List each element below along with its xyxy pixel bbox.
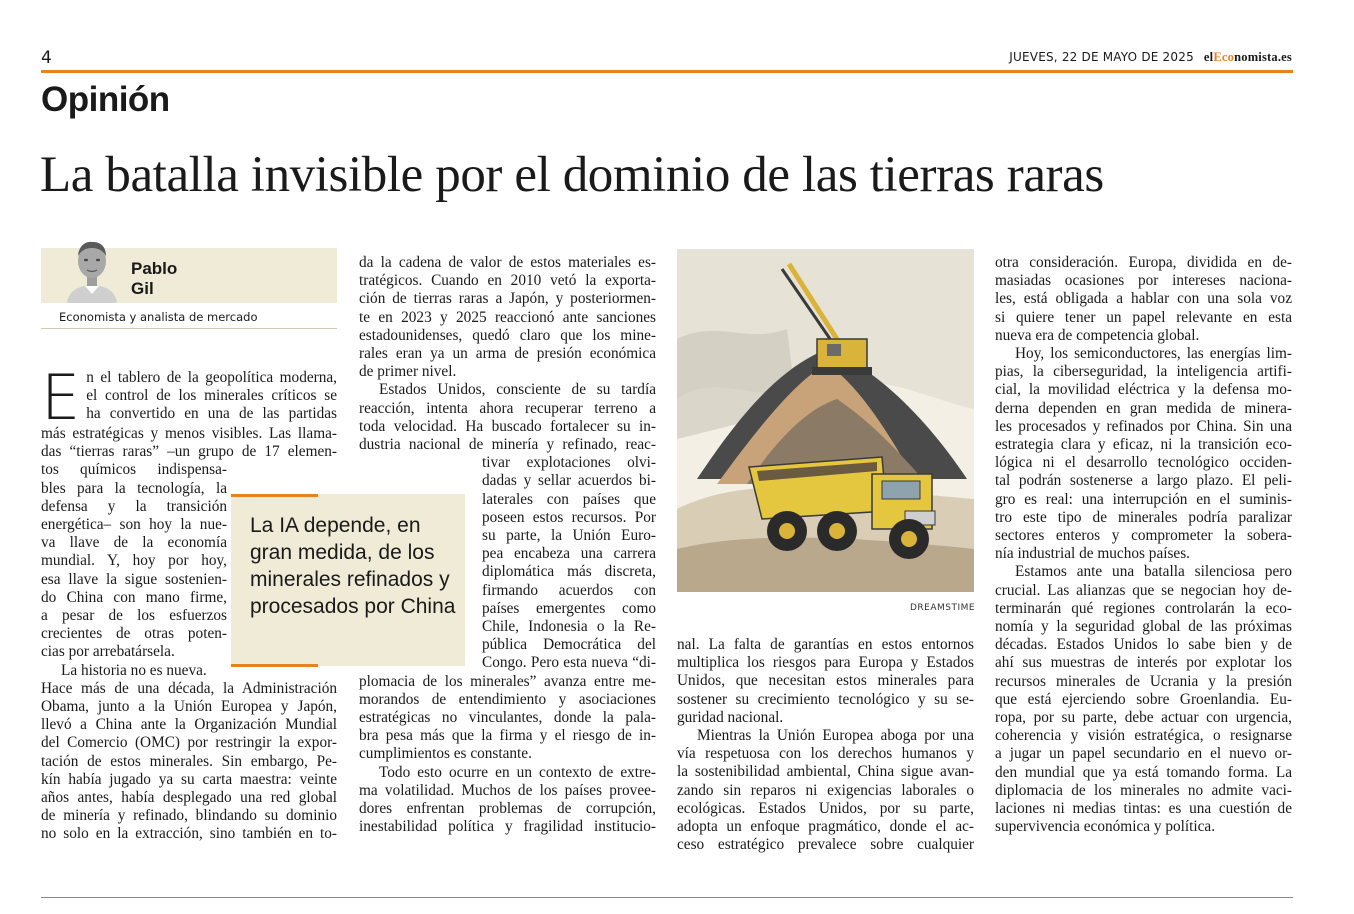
text-line: poseen estos recursos. Por [482,508,656,526]
text-line: zando sin reparos ni exigencias laborales o [677,781,974,799]
text-line: dustria nacional de minería y refinado, reac- [359,436,656,454]
text-line: sostener su crecimiento tecnológico y su se- [677,690,974,708]
pull-quote-rule-bottom [231,664,318,667]
text-line: plomacia de los minerales” avanza entre me- [359,672,656,690]
top-rule [41,70,1293,73]
text-line: ecológicas. Estados Unidos, por su parte, [677,799,974,817]
text-line: sectores enteros y comprometer la sobera- [995,527,1292,545]
text-line: coherencia y visión estratégica, o resignarse [995,727,1292,745]
text-line: más estratégicas y menos visibles. Las llama- [41,425,337,442]
text-line: rales eran ya un arma de presión económica [359,345,656,363]
text-line: das “tierras raras” –un grupo de 17 elemen- [41,443,337,461]
text-line: da la cadena de valor de estos materiales es- [359,254,656,271]
masthead-date [1009,50,1292,65]
text-line: ceso estratégico prevalece sobre cualquier [677,836,974,854]
text-line: recursos minerales de Ucrania y la presión [995,672,1292,690]
text-line: defensa y la transición [41,497,227,515]
text-line: ma volatilidad. Muchos de los países provee- [359,781,656,799]
text-line: firmando acuerdos con [482,581,656,599]
text-line: cias por arrebatársela. [41,643,175,661]
text-line: Todo esto ocurre en un contexto de extre- [379,763,656,781]
text-line: tivar explotaciones olvi- [482,454,656,472]
pull-quote-text: La IA depende, en gran medida, de los minerales refinados y procesados por China [250,514,456,618]
author-rule [41,328,337,329]
text-line: tación de estos minerales. Sin embargo, Pe- [41,752,337,770]
text-line: Hace más de una década, la Administración [41,679,337,697]
text-line: llevó a China ante la Organización Mundial [41,716,337,734]
text-line: estrategia clara y eficaz, ni la transición eco- [995,436,1292,454]
author-avatar [63,234,121,303]
text-line: si quiere tener un papel relevante en esta [995,308,1292,326]
text-line: tratégicos. Cuando en 2010 vetó la exporta- [359,272,656,290]
text-line: ción de tierras raras a Japón, y posteriormen- [359,290,656,308]
text-line: morandos de entendimiento y asociaciones [359,690,656,708]
text-line: Obama, junto a la Unión Europea y Japón, [41,698,337,716]
text-line: Chile, Indonesia o la Re- [482,618,656,636]
text-line: nomía y la seguridad global de las próximas [995,618,1292,636]
text-line: nueva era de competencia global. [995,326,1200,344]
text-line: países emergentes como [482,599,656,617]
text-line: de primer nivel. [359,363,457,381]
text-line: que está ejerciendo sobre Groenlandia. Eu- [995,690,1292,708]
text-line: cumplimientos es constante. [359,745,532,763]
headline: La batalla invisible por el dominio de las tierras raras [40,147,1104,203]
text-line: estadounidenses, quedó claro que los mine- [359,326,656,344]
text-line: reacción, intenta ahora recuperar terreno a [359,399,656,417]
text-line: ropa, por su parte, debe actuar con urgencia, [995,709,1292,727]
text-line: mundial. Y, hoy por hoy, [41,552,227,570]
image-credit: DREAMSTIME [910,603,976,613]
text-line: adopta un enfoque pragmático, donde el ac- [677,818,974,836]
text-line: ahí sus muestras de interés por explotar los [995,654,1292,672]
text-line: lógica ni el desarrollo tecnológico occiden- [995,454,1292,472]
text-line: ha convertido en una de las partidas [86,405,337,423]
text-line: a pesar de los esfuerzos [41,607,227,625]
text-line: décadas. Estados Unidos lo sabe bien y de [995,636,1292,654]
page-number: 4 [41,48,52,68]
text-line: Unidos, que necesitan estos minerales para [677,672,974,690]
author-role: Economista y analista de mercado [59,310,258,324]
text-line: n el tablero de la geopolítica moderna, [86,369,337,386]
text-line: La historia no es nueva. [61,661,207,679]
text-line: años antes, había desplegado una red global [41,789,337,807]
text-line: Estados Unidos, consciente de su tardía [379,381,656,399]
text-line: terminarán qué regiones controlarán la eco- [995,599,1292,617]
text-line: do China con mano firme, [41,588,227,606]
article-column-4 [995,254,1292,837]
bottom-rule [41,897,1293,898]
text-line: no solo en la extracción, sino también en to- [41,825,337,843]
article-column-3 [677,636,974,854]
text-line: laterales con países que [482,490,656,508]
text-line: vía respetuosa con los derechos humanos y [677,745,974,763]
text-line: les procesados y refinados por China. Sin una [995,417,1292,435]
text-line: del Comercio (OMC) por restringir la expor- [41,734,337,752]
text-line: tos químicos indispensa- [41,461,227,479]
text-line: va llave de la economía [41,534,227,552]
text-line: Mientras la Unión Europea aboga por una [697,727,974,745]
text-line: den mundial que ya está tomando forma. La [995,763,1292,781]
text-line: diplomática más discreta, [482,563,656,581]
text-line: cial, la movilidad eléctrica y la defensa mo- [995,381,1292,399]
text-line: bra pesa más que la firma y el riesgo de in- [359,727,656,745]
text-line: nal. La falta de garantías en estos entornos [677,636,974,653]
text-line: laciones ni medias tintas: es una cuestión de [995,800,1292,818]
text-line: te en 2023 y 2025 reaccionó ante sanciones [359,308,656,326]
drop-cap: E [41,361,81,434]
text-line: bles para la tecnología, la [41,479,227,497]
text-line: multiplica los riesgos para Europa y Estados [677,654,974,672]
date-text: JUEVES, 22 DE MAYO DE 2025 [1009,50,1194,64]
text-line: dadas y sellar acuerdos bi- [482,472,656,490]
text-line: de minería y refinado, blindando su dominio [41,807,337,825]
article-column-2 [359,254,656,837]
text-line: supervivencia económica y política. [995,818,1216,836]
text-line: diplomacia de los minerales no admite vaci- [995,781,1292,799]
text-line: derna dependen en gran medida de minera- [995,399,1292,417]
text-line: nía industrial de muchos países. [995,545,1190,563]
text-line: Congo. Pero esta nueva “di- [482,654,656,672]
text-line: tro este tipo de minerales podría paralizar [995,508,1292,526]
text-line: el control de los minerales críticos se [86,387,337,405]
text-line: esa llave la sigue sostenien- [41,570,227,588]
text-line: pública Democrática del [482,636,656,654]
text-line: dores enfrentan problemas de corrupción, [359,800,656,818]
text-line: crucial. Las alianzas que se negocian hoy de- [995,581,1292,599]
text-line: gro es real: una interrupción en el suminis- [995,490,1292,508]
text-line: masiadas ocasiones por intereses naciona- [995,272,1292,290]
text-line: crecientes de otras poten- [41,625,227,643]
text-line: pias, la ciberseguridad, la inteligencia artifi- [995,363,1292,381]
brand-logo: elEconomista.es [1203,50,1292,64]
section-title: Opinión [41,80,170,119]
text-line: su parte, la Unión Euro- [482,527,656,545]
text-line: guridad nacional. [677,708,784,726]
author-name: Pablo Gil [131,259,178,298]
text-line: estratégicas no vinculantes, donde la pala- [359,709,656,727]
text-line: Hoy, los semiconductores, las energías lim- [1015,345,1292,363]
pull-quote-rule-top [231,494,318,497]
text-line: otra consideración. Europa, dividida en de- [995,254,1292,271]
text-line: kín había jugado ya su carta maestra: veinte [41,770,337,788]
mining-truck-illustration [677,249,974,592]
text-line: energética– son hoy la nue- [41,516,227,534]
text-line: a jugar un papel secundario en el nuevo or- [995,745,1292,763]
text-line: inestabilidad política y fragilidad institucio- [359,818,656,836]
text-line: la sostenibilidad ambiental, China sigue avan- [677,763,974,781]
text-line: toda velocidad. Ha buscado fortalecer su in- [359,417,656,435]
text-line: les, está obligada a hablar con una sola voz [995,290,1292,308]
text-line: Estamos ante una batalla silenciosa pero [1015,563,1292,581]
text-line: tal podrán sostenerse a largo plazo. El peli- [995,472,1292,490]
text-line: pea encabeza una carrera [482,545,656,563]
